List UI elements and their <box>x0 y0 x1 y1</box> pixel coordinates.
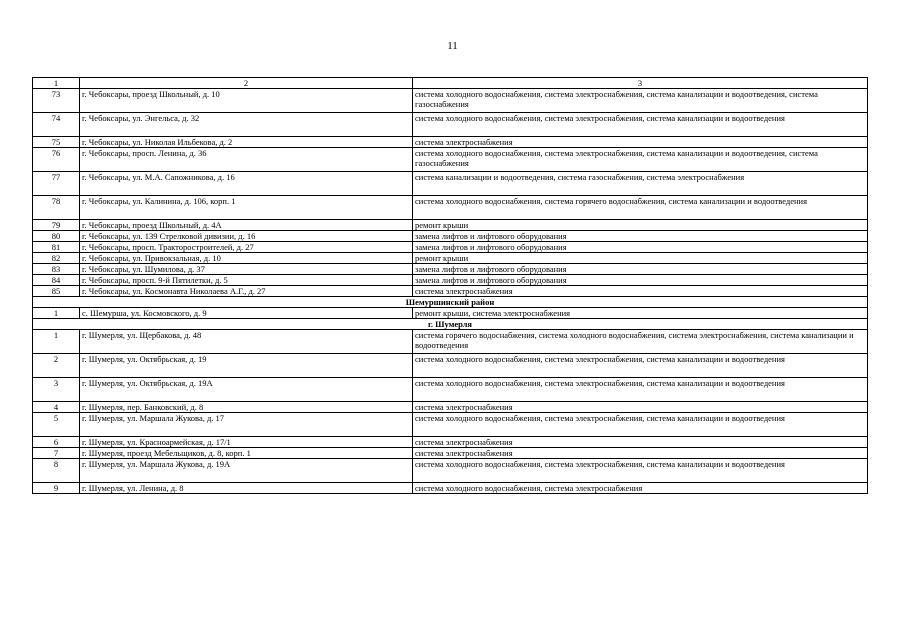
row-systems: замена лифтов и лифтового оборудования <box>413 264 868 275</box>
table-row <box>33 286 868 297</box>
table-row <box>33 330 868 354</box>
row-systems: система холодного водоснабжения, система электроснабжения, система канализации и водоотведения <box>413 354 868 378</box>
row-number: 73 <box>33 89 80 113</box>
row-number: 85 <box>33 286 80 297</box>
row-number: 80 <box>33 231 80 242</box>
row-systems: система электроснабжения <box>413 286 868 297</box>
row-systems: замена лифтов и лифтового оборудования <box>413 242 868 253</box>
row-address: г. Шумерля, пер. Банковский, д. 8 <box>80 402 413 413</box>
row-number: 1 <box>33 330 80 354</box>
row-address: г. Шумерля, проезд Мебельщиков, д. 8, корп. 1 <box>80 448 413 459</box>
table-row <box>33 264 868 275</box>
section-heading: Шемуршинский район <box>33 297 868 308</box>
row-number: 77 <box>33 172 80 196</box>
row-address: г. Шумерля, ул. Октябрьская, д. 19 <box>80 354 413 378</box>
table-row <box>33 242 868 253</box>
table-row <box>33 275 868 286</box>
row-address: г. Шумерля, ул. Маршала Жукова, д. 17 <box>80 413 413 437</box>
table-row <box>33 137 868 148</box>
table-row <box>33 437 868 448</box>
section-heading-row <box>33 297 868 308</box>
row-number: 1 <box>33 308 80 319</box>
row-address: г. Чебоксары, ул. Космонавта Николаева А.Г., д. 27 <box>80 286 413 297</box>
column-header-systems: 3 <box>413 78 868 89</box>
row-number: 74 <box>33 113 80 137</box>
table-row <box>33 413 868 437</box>
table-row <box>33 459 868 483</box>
row-systems: система холодного водоснабжения, система электроснабжения, система канализации и водоотведения <box>413 459 868 483</box>
table-row <box>33 89 868 113</box>
table-row <box>33 354 868 378</box>
row-address: г. Шумерля, ул. Щербакова, д. 48 <box>80 330 413 354</box>
table-row <box>33 448 868 459</box>
row-number: 82 <box>33 253 80 264</box>
row-address: г. Чебоксары, ул. Шумилова, д. 37 <box>80 264 413 275</box>
row-systems: ремонт крыши <box>413 220 868 231</box>
row-systems: система холодного водоснабжения, система электроснабжения, система канализации и водоотведения, система газоснабжения <box>413 148 868 172</box>
table-row <box>33 483 868 494</box>
row-systems: система холодного водоснабжения, система электроснабжения <box>413 483 868 494</box>
row-number: 76 <box>33 148 80 172</box>
row-address: г. Чебоксары, проезд Школьный, д. 4А <box>80 220 413 231</box>
row-systems: система холодного водоснабжения, система электроснабжения, система канализации и водоотведения, система газоснабжения <box>413 89 868 113</box>
row-number: 4 <box>33 402 80 413</box>
row-address: г. Чебоксары, проезд Школьный, д. 10 <box>80 89 413 113</box>
page-number: 11 <box>447 40 458 52</box>
row-address: с. Шемурша, ул. Космовского, д. 9 <box>80 308 413 319</box>
row-address: г. Шумерля, ул. Октябрьская, д. 19А <box>80 378 413 402</box>
column-header-number: 1 <box>33 78 80 89</box>
row-systems: система канализации и водоотведения, система газоснабжения, система электроснабжения <box>413 172 868 196</box>
table-row <box>33 196 868 220</box>
table-row <box>33 253 868 264</box>
row-systems: замена лифтов и лифтового оборудования <box>413 275 868 286</box>
row-address: г. Чебоксары, просп. Тракторостроителей, д. 27 <box>80 242 413 253</box>
section-heading: г. Шумерля <box>33 319 868 330</box>
row-systems: система электроснабжения <box>413 448 868 459</box>
row-address: г. Шумерля, ул. Маршала Жукова, д. 19А <box>80 459 413 483</box>
row-number: 75 <box>33 137 80 148</box>
row-number: 5 <box>33 413 80 437</box>
row-address: г. Чебоксары, просп. Ленина, д. 36 <box>80 148 413 172</box>
row-number: 6 <box>33 437 80 448</box>
row-address: г. Шумерля, ул. Красноармейская, д. 17/1 <box>80 437 413 448</box>
table-row <box>33 378 868 402</box>
table-body <box>33 89 868 494</box>
repair-register-table <box>32 77 868 494</box>
table-header-row <box>33 78 868 89</box>
table-row <box>33 113 868 137</box>
row-address: г. Шумерля, ул. Ленина, д. 8 <box>80 483 413 494</box>
row-address: г. Чебоксары, ул. Калинина, д. 106, корп. 1 <box>80 196 413 220</box>
row-systems: система электроснабжения <box>413 402 868 413</box>
row-number: 84 <box>33 275 80 286</box>
row-number: 9 <box>33 483 80 494</box>
row-systems: система горячего водоснабжения, система холодного водоснабжения, система электроснабжения, система канализации и водоотведения <box>413 330 868 354</box>
row-number: 78 <box>33 196 80 220</box>
row-address: г. Чебоксары, просп. 9-й Пятилетки, д. 5 <box>80 275 413 286</box>
row-address: г. Чебоксары, ул. Николая Ильбекова, д. 2 <box>80 137 413 148</box>
row-systems: ремонт крыши, система электроснабжения <box>413 308 868 319</box>
table-row <box>33 148 868 172</box>
row-systems: система холодного водоснабжения, система электроснабжения, система канализации и водоотведения <box>413 378 868 402</box>
row-number: 3 <box>33 378 80 402</box>
row-number: 79 <box>33 220 80 231</box>
row-address: г. Чебоксары, ул. 139 Стрелковой дивизии, д. 16 <box>80 231 413 242</box>
row-systems: система холодного водоснабжения, система горячего водоснабжения, система канализации и водоотведения <box>413 196 868 220</box>
row-systems: система холодного водоснабжения, система электроснабжения, система канализации и водоотведения <box>413 113 868 137</box>
row-systems: система холодного водоснабжения, система электроснабжения, система канализации и водоотведения <box>413 413 868 437</box>
table-row <box>33 308 868 319</box>
section-heading-row <box>33 319 868 330</box>
row-address: г. Чебоксары, ул. М.А. Сапожникова, д. 16 <box>80 172 413 196</box>
table-row <box>33 220 868 231</box>
row-number: 8 <box>33 459 80 483</box>
row-number: 81 <box>33 242 80 253</box>
table-row <box>33 231 868 242</box>
row-address: г. Чебоксары, ул. Энгельса, д. 32 <box>80 113 413 137</box>
row-address: г. Чебоксары, ул. Привокзальная, д. 10 <box>80 253 413 264</box>
column-header-address: 2 <box>80 78 413 89</box>
row-systems: ремонт крыши <box>413 253 868 264</box>
table-row <box>33 172 868 196</box>
row-systems: замена лифтов и лифтового оборудования <box>413 231 868 242</box>
row-number: 7 <box>33 448 80 459</box>
row-systems: система электроснабжения <box>413 437 868 448</box>
table-row <box>33 402 868 413</box>
row-number: 83 <box>33 264 80 275</box>
row-systems: система электроснабжения <box>413 137 868 148</box>
row-number: 2 <box>33 354 80 378</box>
